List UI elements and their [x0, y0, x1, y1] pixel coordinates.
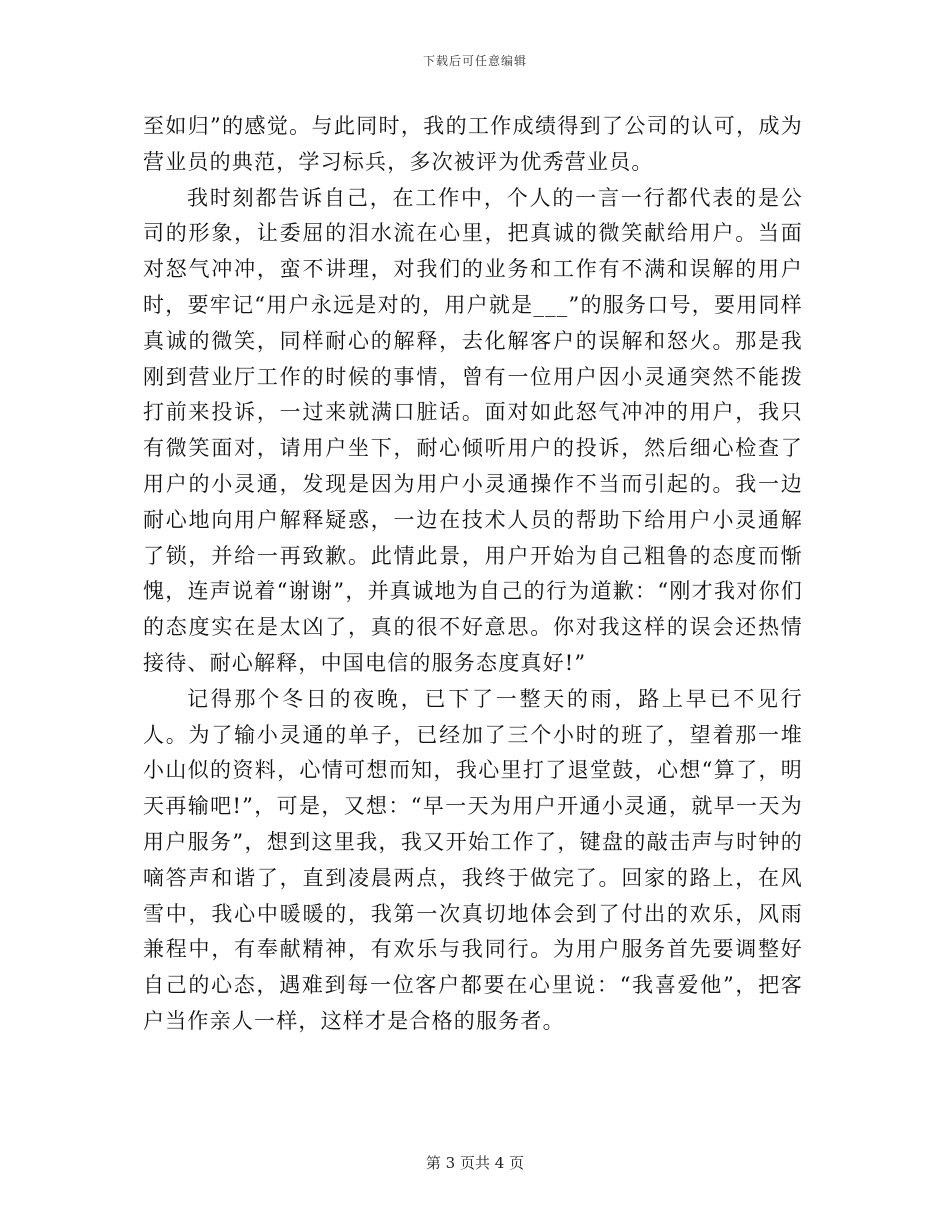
- paragraph: 我时刻都告诉自己，在工作中，个人的一言一行都代表的是公司的形象，让委屈的泪水流在心里，把真诚的微笑献给用户。当面对怒气冲冲，蛮不讲理，对我们的业务和工作有不满和误解的用户时，要牢记“用户永远是对的，用户就是___”的服务口号，要用同样真诚的微笑，同样耐心的解释，去化解客户的误解和怒火。那是我刚到营业厅工作的时候的事情，曾有一位用户因小灵通突然不能拨打前来投诉，一过来就满口脏话。面对如此怒气冲冲的用户，我只有微笑面对，请用户坐下，耐心倾听用户的投诉，然后细心检查了用户的小灵通，发现是因为用户小灵通操作不当而引起的。我一边耐心地向用户解释疑惑，一边在技术人员的帮助下给用户小灵通解了锁，并给一再致歉。此情此景，用户开始为自己粗鲁的态度而惭愧，连声说着“谢谢”，并真诚地为自己的行为道歉：“刚才我对你们的态度实在是太凶了，真的很不好意思。你对我这样的误会还热情接待、耐心解释，中国电信的服务态度真好!”: [143, 185, 803, 675]
- body-text: [143, 109, 803, 1040]
- page-footer: 第 3 页共 4 页: [425, 1154, 525, 1172]
- paragraph: 记得那个冬日的夜晚，已下了一整天的雨，路上早已不见行人。为了输小灵通的单子，已经加了三个小时的班了，望着那一堆小山似的资料，心情可想而知，我心里打了退堂鼓，心想“算了，明天再输吧!”，可是，又想：“早一天为用户开通小灵通，就早一天为用户服务”，想到这里我，我又开始工作了，键盘的敲击声与时钟的嘀答声和谐了，直到凌晨两点，我终于做完了。回家的路上，在风雪中，我心中暖暖的，我第一次真切地体会到了付出的欢乐，风雨兼程中，有奉献精神，有欢乐与我同行。为用户服务首先要调整好自己的心态，遇难到每一位客户都要在心里说：“我喜爱他”，把客户当作亲人一样，这样才是合格的服务者。: [143, 686, 803, 1033]
- page-header: 下载后可任意编辑: [422, 54, 527, 68]
- paragraph: 至如归”的感觉。与此同时，我的工作成绩得到了公司的认可，成为营业员的典范，学习标兵，多次被评为优秀营业员。: [143, 114, 803, 174]
